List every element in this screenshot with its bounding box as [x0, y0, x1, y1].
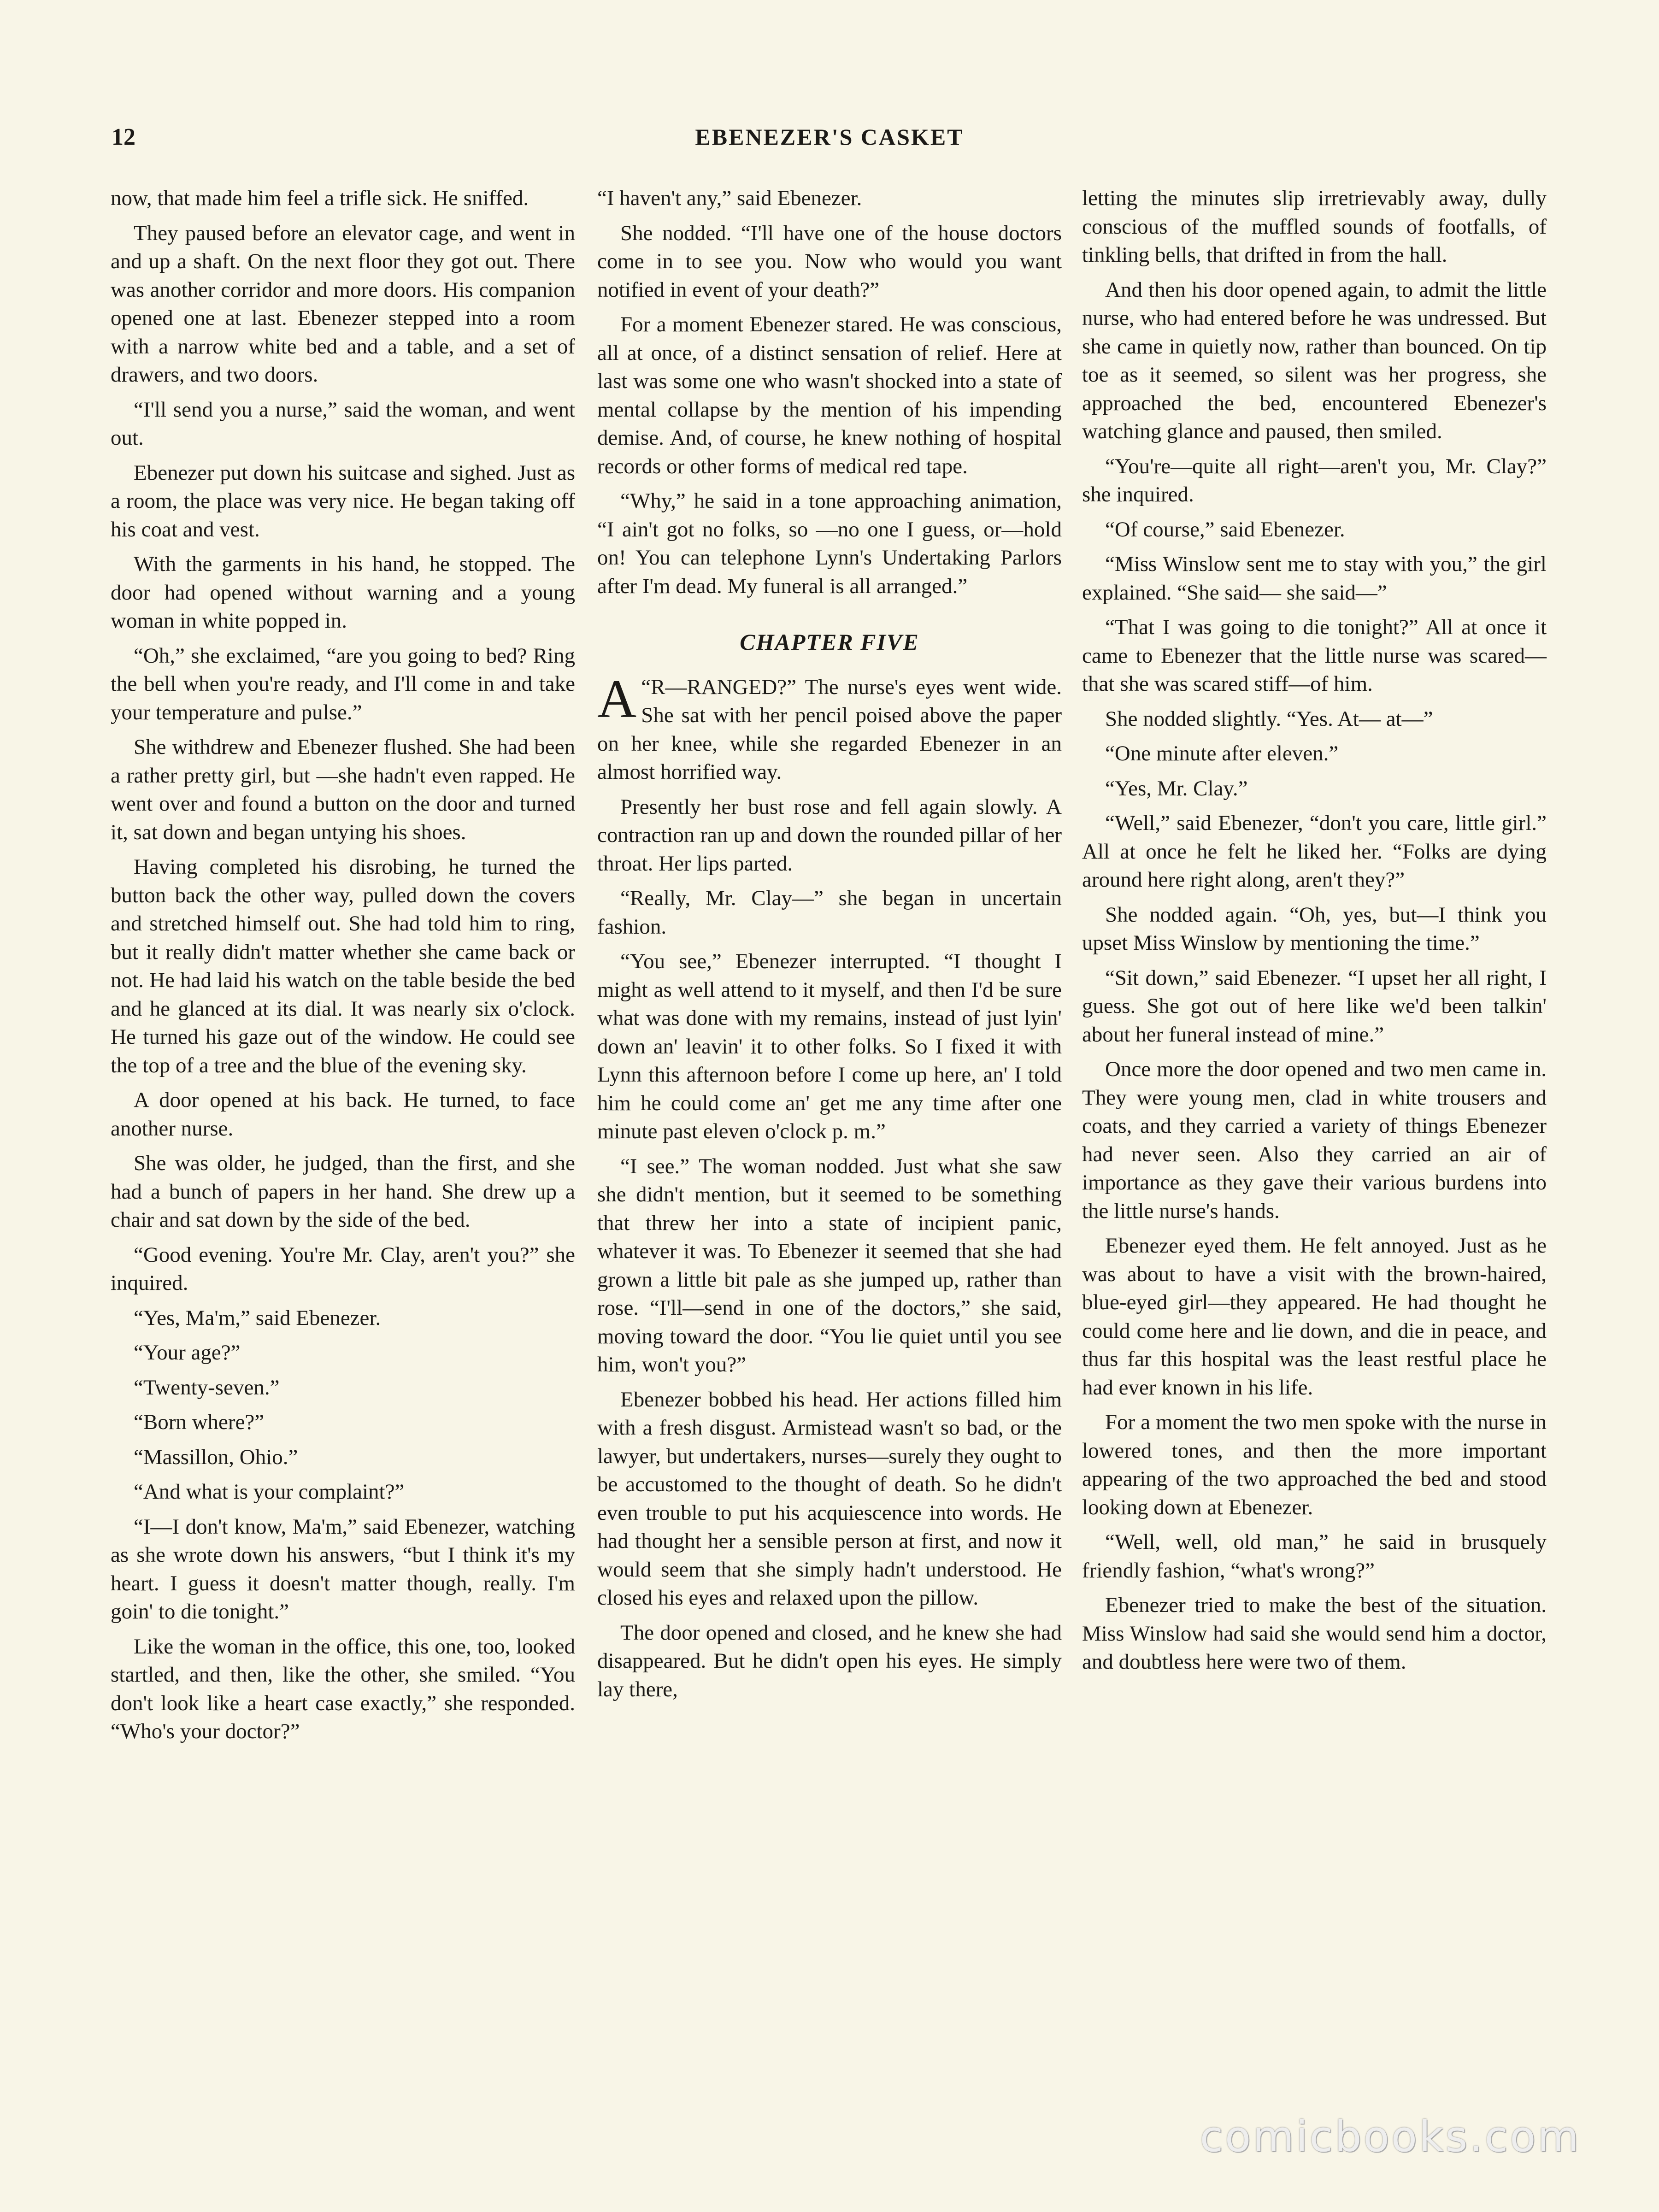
- paragraph: “I see.” The woman nodded. Just what she saw she didn't mention, but it seemed to be something that threw her into a state of incipient panic, whatever it was. To Ebenezer it seemed that she had grown a little bit pale as she jumped up, rather than rose. “I'll—send in one of the doctors,” she said, moving toward the door. “You lie quiet until you see him, won't you?”: [597, 1154, 1062, 1377]
- paragraph: Ebenezer bobbed his head. Her actions filled him with a fresh disgust. Armistead wasn't so bad, or the lawyer, but undertakers, nurses—surely they ought to be accustomed to the thought of death. So he didn't even trouble to put his acquiescence into words. He had thought her a sensible person at first, and now it would seem that she simply hadn't understood. He closed his eyes and relaxed upon the pillow.: [597, 1387, 1062, 1610]
- paragraph: “Really, Mr. Clay—” she began in uncertain fashion.: [597, 886, 1062, 939]
- paragraph: “Well,” said Ebenezer, “don't you care, little girl.” All at once he felt he liked her. “Folks are dying around here right along, aren't they?”: [1082, 811, 1547, 892]
- paragraph: Having completed his disrobing, he turned the button back the other way, pulled down the covers and stretched himself out. She had told him to ring, but it really didn't matter whether she came back or not. He had laid his watch on the table beside the bed and he glanced at its dial. It was nearly six o'clock. He turned his gaze out of the window. He could see the top of a tree and the blue of the evening sky.: [111, 855, 575, 1077]
- paragraph: The door opened and closed, and he knew she had disappeared. But he didn't open his eyes. He simply lay there,: [597, 1620, 1062, 1701]
- paragraph: Once more the door opened and two men came in. They were young men, clad in white trousers and coats, and they carried a variety of things Ebenezer had never seen. Also they carried an air of importance as they gave their various burdens into the little nurse's hands.: [1082, 1057, 1547, 1223]
- paragraph: She withdrew and Ebenezer flushed. She had been a rather pretty girl, but —she hadn't even rapped. He went over and found a button on the door and turned it, sat down and began untying his shoes.: [111, 735, 575, 844]
- paragraph: “Yes, Ma'm,” said Ebenezer.: [134, 1306, 381, 1330]
- paragraph: “Sit down,” said Ebenezer. “I upset her all right, I guess. She got out of here like we'd been talkin' about her funeral instead of mine.”: [1082, 965, 1547, 1047]
- paragraph: “Your age?”: [134, 1341, 241, 1365]
- running-title: EBENEZER'S CASKET: [695, 124, 964, 150]
- paragraph: “One minute after eleven.”: [1105, 741, 1339, 765]
- opening-quote: “: [641, 675, 651, 699]
- page-number: 12: [112, 124, 135, 150]
- paragraph: “Born where?”: [134, 1410, 265, 1434]
- watermark: comicbooks.com: [1200, 2112, 1581, 2161]
- paragraph: Like the woman in the office, this one, too, looked startled, and then, like the other, she smiled. “You don't look like a heart case exactly,” she responded. “Who's your doctor?”: [111, 1634, 575, 1743]
- paragraph: “Good evening. You're Mr. Clay, aren't you?” she inquired.: [111, 1242, 575, 1295]
- paragraph: “Miss Winslow sent me to stay with you,” the girl explained. “She said— she said—”: [1082, 552, 1547, 605]
- chapter-opening-paragraph: [597, 668, 1062, 787]
- paragraph: “Yes, Mr. Clay.”: [1105, 776, 1248, 800]
- paragraph: now, that made him feel a trifle sick. He sniffed.: [111, 186, 529, 210]
- text-column-1: [111, 184, 575, 1753]
- paragraph: “I haven't any,” said Ebenezer.: [597, 186, 862, 210]
- paragraph: “I'll send you a nurse,” said the woman, and went out.: [111, 397, 575, 450]
- text-column-3: [1082, 184, 1547, 1683]
- paragraph: Ebenezer tried to make the best of the situation. Miss Winslow had said she would send him a doctor, and doubtless here were two of them.: [1082, 1593, 1547, 1674]
- paragraph: For a moment Ebenezer stared. He was conscious, all at once, of a distinct sensation of relief. Here at last was some one who wasn't shocked into a state of mental collapse by the mention of his impending demise. And, of course, he knew nothing of hospital records or other forms of medical red tape.: [597, 312, 1062, 478]
- opening-text: R—RANGED?” The nurse's eyes went wide. She sat with her pencil poised above the paper on her knee, while she regarded Ebenezer in an almost horrified way.: [597, 675, 1062, 784]
- paragraph: She was older, he judged, than the first, and she had a bunch of papers in her hand. She drew up a chair and sat down by the side of the bed.: [111, 1151, 575, 1232]
- paragraph: For a moment the two men spoke with the nurse in lowered tones, and then the more important appearing of the two approached the bed and stood looking down at Ebenezer.: [1082, 1410, 1547, 1519]
- page-header: [112, 124, 1547, 160]
- paragraph: “Oh,” she exclaimed, “are you going to bed? Ring the bell when you're ready, and I'll come in and take your temperature and pulse.”: [111, 643, 575, 724]
- paragraph: “Twenty-seven.”: [134, 1375, 280, 1400]
- paragraph: She nodded. “I'll have one of the house doctors come in to see you. Now who would you want notified in event of your death?”: [597, 221, 1062, 302]
- drop-cap: A: [597, 668, 637, 729]
- paragraph: “Massillon, Ohio.”: [134, 1445, 298, 1469]
- paragraph: Presently her bust rose and fell again slowly. A contraction ran up and down the rounded pillar of her throat. Her lips parted.: [597, 794, 1062, 876]
- paragraph: “You see,” Ebenezer interrupted. “I thought I might as well attend to it myself, and then I'd be sure what was done with my remains, instead of just lyin' down an' leavin' it to other folks. So I fixed it with Lynn this afternoon before I come up here, an' I told him he could come an' get me any time after one minute past eleven o'clock p. m.”: [597, 949, 1062, 1143]
- paragraph: A door opened at his back. He turned, to face another nurse.: [111, 1088, 575, 1141]
- paragraph: letting the minutes slip irretrievably away, dully conscious of the muffled sounds of footfalls, of tinkling bells, that drifted in from the hall.: [1082, 186, 1547, 267]
- paragraph: “Why,” he said in a tone approaching animation, “I ain't got no folks, so —no one I guess, or—hold on! You can telephone Lynn's Undertaking Parlors after I'm dead. My funeral is all arranged.”: [597, 489, 1062, 598]
- paragraph: She nodded slightly. “Yes. At— at—”: [1105, 706, 1433, 731]
- text-column-2: [597, 184, 1062, 1710]
- paragraph: “Of course,” said Ebenezer.: [1105, 517, 1345, 541]
- paragraph: “And what is your complaint?”: [134, 1480, 405, 1504]
- paragraph: Ebenezer eyed them. He felt annoyed. Just as he was about to have a visit with the brown-haired, blue-eyed girl—they appeared. He had thought he could come here and lie down, and die in peace, and thus far this hospital was the least restful place he had ever known in his life.: [1082, 1234, 1547, 1400]
- paragraph: “I—I don't know, Ma'm,” said Ebenezer, watching as she wrote down his answers, “but I think it's my heart. I guess it doesn't matter though, really. I'm goin' to die tonight.”: [111, 1514, 575, 1624]
- paragraph: They paused before an elevator cage, and went in and up a shaft. On the next floor they got out. There was another corridor and more doors. His companion opened one at last. Ebenezer stepped into a room with a narrow white bed and a table, and a set of drawers, and two doors.: [111, 221, 575, 387]
- paragraph: Ebenezer put down his suitcase and sighed. Just as a room, the place was very nice. He began taking off his coat and vest.: [111, 460, 575, 541]
- paragraph: With the garments in his hand, he stopped. The door had opened without warning and a young woman in white popped in.: [111, 552, 575, 633]
- paragraph: “You're—quite all right—aren't you, Mr. Clay?” she inquired.: [1082, 454, 1547, 506]
- paragraph: “That I was going to die tonight?” All at once it came to Ebenezer that the little nurse was scared—that she was scared stiff—of him.: [1082, 615, 1547, 696]
- paragraph: And then his door opened again, to admit the little nurse, who had entered before he was undressed. But she came in quietly now, rather than bounced. On tip toe as it seemed, so silent was her progress, she approached the bed, encountered Ebenezer's watching glance and paused, then smiled.: [1082, 277, 1547, 443]
- paragraph: She nodded again. “Oh, yes, but—I think you upset Miss Winslow by mentioning the time.”: [1082, 902, 1547, 955]
- chapter-heading: CHAPTER FIVE: [740, 629, 919, 655]
- paragraph: “Well, well, old man,” he said in brusquely friendly fashion, “what's wrong?”: [1082, 1530, 1547, 1583]
